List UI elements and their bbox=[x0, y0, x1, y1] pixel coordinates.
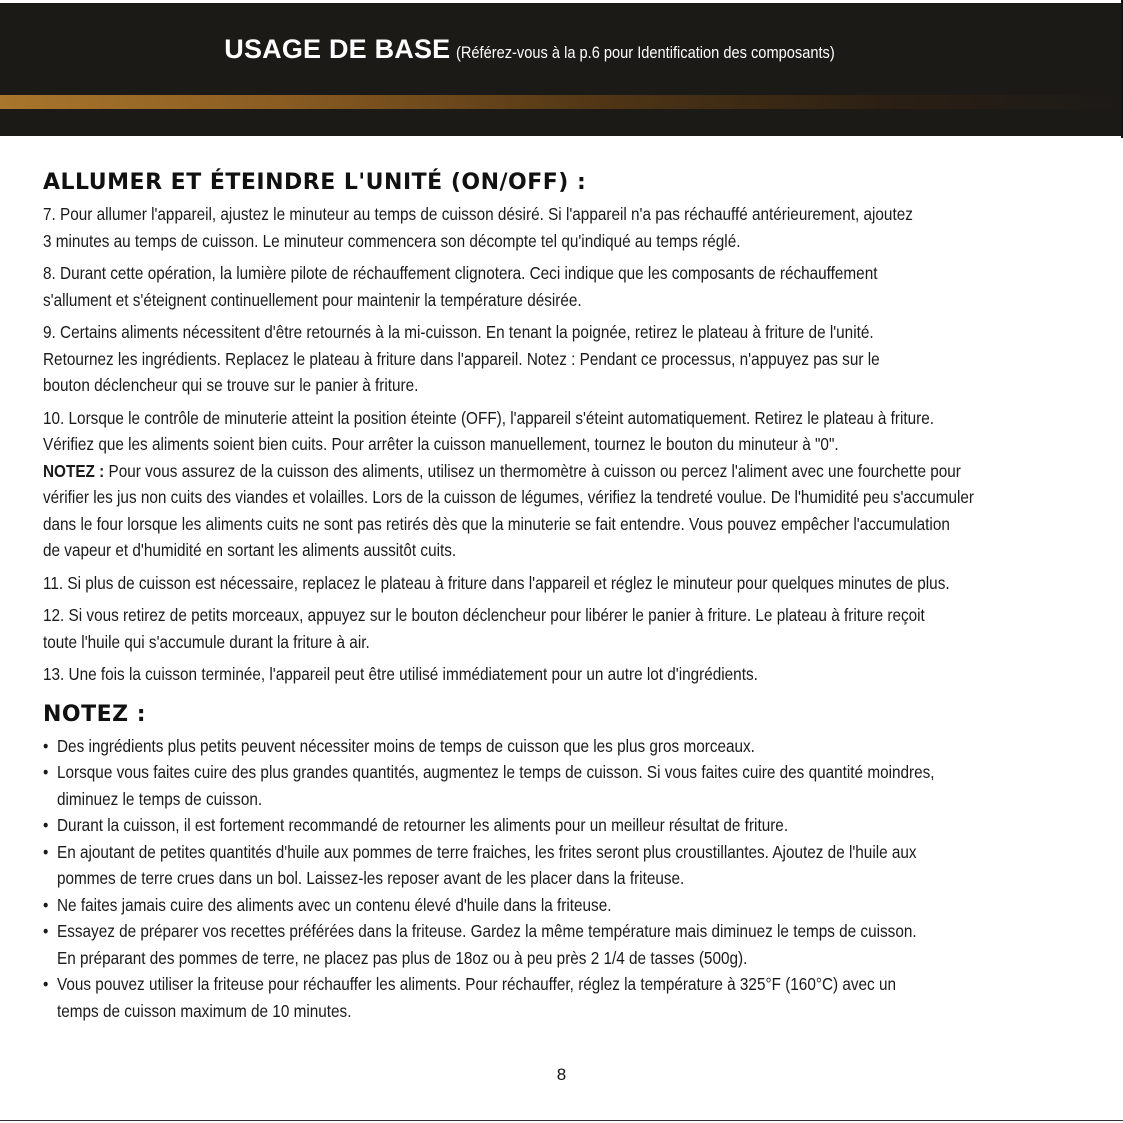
list-item bbox=[43, 759, 1116, 812]
bullet-text: Ne faites jamais cuire des aliments avec un contenu élevé d'huile dans la friteuse. bbox=[57, 894, 612, 915]
list-item bbox=[43, 892, 1116, 919]
header-title bbox=[0, 34, 1121, 65]
paragraph-9-text: 9. Certains aliments nécessitent d'être retournés à la mi-cuisson. En tenant la poignée, retirez le plateau à friture de l'unité. Retournez les ingrédients. Replacez le plateau à friture dans l'appareil. Notez : Pendant ce processus, n'appuyez pas sur le bouton déclencheur qui se trouve sur le panier à friture. bbox=[43, 322, 880, 395]
footer-divider bbox=[0, 1120, 1123, 1121]
paragraph-13-text: 13. Une fois la cuisson terminée, l'appareil peut être utilisé immédiatement pour un autre lot d'ingrédients. bbox=[43, 664, 758, 684]
page-header-banner bbox=[0, 3, 1121, 136]
list-item bbox=[43, 839, 1116, 892]
note-label: NOTEZ : bbox=[43, 460, 105, 481]
header-subtitle: (Référez-vous à la p.6 pour Identification des composants) bbox=[456, 43, 836, 62]
bullet-text: Lorsque vous faites cuire des plus grandes quantités, augmentez le temps de cuisson. Si vous faites cuire des quantité moindres, diminuez le temps de cuisson. bbox=[57, 762, 935, 809]
bullet-dot: • bbox=[43, 894, 49, 915]
paragraph-13 bbox=[43, 661, 1102, 688]
list-item bbox=[43, 733, 1116, 760]
notes-bullet-list bbox=[43, 733, 1103, 1025]
bullet-text: Durant la cuisson, il est fortement recommandé de retourner les aliments pour un meilleur résultat de friture. bbox=[57, 815, 789, 835]
list-item bbox=[43, 918, 1116, 971]
header-main-title: USAGE DE BASE bbox=[224, 34, 451, 64]
bullet-dot: • bbox=[43, 735, 49, 756]
paragraph-9 bbox=[43, 319, 1102, 399]
page-content bbox=[43, 170, 1103, 1024]
bullet-text: Des ingrédients plus petits peuvent nécessiter moins de temps de cuisson que les plus gros morceaux. bbox=[57, 735, 755, 756]
section-heading-onoff: ALLUMER ET ÉTEINDRE L'UNITÉ (ON/OFF) : bbox=[43, 170, 587, 195]
bullet-dot: • bbox=[43, 974, 49, 994]
bullet-dot: • bbox=[43, 921, 49, 941]
note-text: Pour vous assurez de la cuisson des aliments, utilisez un thermomètre à cuisson ou percez l'aliment avec une fourchette pour vérifier les jus non cuits des viandes et volailles. Lors de la cuisson de légumes, vérifiez la tendreté voulue. De l'humidité peu s'accumuler dans le four lorsque les aliments cuits ne sont pas retirés dès que la minuterie se fait entendre. Vous pouvez empêcher l'accumulation de vapeur et d'humidité en sortant les aliments aussitôt cuits. bbox=[43, 460, 975, 560]
page-number: 8 bbox=[556, 1065, 567, 1084]
paragraph-11-text: 11. Si plus de cuisson est nécessaire, replacez le plateau à friture dans l'appareil et réglez le minuteur pour quelques minutes de plus. bbox=[43, 572, 950, 593]
bullet-dot: • bbox=[43, 841, 49, 862]
paragraph-8 bbox=[43, 260, 1102, 313]
paragraph-8-text: 8. Durant cette opération, la lumière pilote de réchauffement clignotera. Ceci indique que les composants de réchauffement s'allument et s'éteignent continuellement pour maintenir la température désirée. bbox=[43, 263, 878, 310]
section-heading-notes: NOTEZ : bbox=[43, 701, 147, 727]
paragraph-12 bbox=[43, 602, 1102, 655]
paragraph-7-text: 7. Pour allumer l'appareil, ajustez le minuteur au temps de cuisson désiré. Si l'appareil n'a pas réchauffé antérieurement, ajoutez 3 minutes au temps de cuisson. Le minuteur commencera son décompte tel qu'indiqué au temps réglé. bbox=[43, 204, 913, 251]
paragraph-12-text: 12. Si vous retirez de petits morceaux, appuyez sur le bouton déclencheur pour libérer le panier à friture. Le plateau à friture reçoit toute l'huile qui s'accumule durant la friture à air. bbox=[43, 605, 925, 652]
paragraph-7 bbox=[43, 201, 1102, 254]
bullet-text: Essayez de préparer vos recettes préférées dans la friteuse. Gardez la même température mais diminuez le temps de cuisson. En préparant des pommes de terre, ne placez pas plus de 18oz ou à peu près 2 1/4 de tasses (500g). bbox=[57, 921, 917, 968]
paragraph-11 bbox=[43, 570, 1102, 597]
bullet-dot: • bbox=[43, 815, 49, 835]
bullet-dot: • bbox=[43, 762, 49, 782]
list-item bbox=[43, 812, 1116, 839]
header-gold-band bbox=[0, 95, 1121, 109]
bullet-text: Vous pouvez utiliser la friteuse pour réchauffer les aliments. Pour réchauffer, réglez la température à 325°F (160°C) avec un temps de cuisson maximum de 10 minutes. bbox=[57, 974, 897, 1021]
list-item bbox=[43, 971, 1116, 1024]
paragraph-10-text: 10. Lorsque le contrôle de minuterie atteint la position éteinte (OFF), l'appareil s'éteint automatiquement. Retirez le plateau à friture. Vérifiez que les aliments soient bien cuits. Pour arrêter la cuisson manuellement, tournez le bouton du minuteur à "0". bbox=[43, 407, 935, 454]
bullet-text: En ajoutant de petites quantités d'huile aux pommes de terre fraiches, les frites seront plus croustillantes. Ajoutez de l'huile aux pommes de terre crues dans un bol. Laissez-les reposer avant de les placer dans la friteuse. bbox=[57, 841, 917, 888]
paragraph-10 bbox=[43, 405, 1102, 564]
